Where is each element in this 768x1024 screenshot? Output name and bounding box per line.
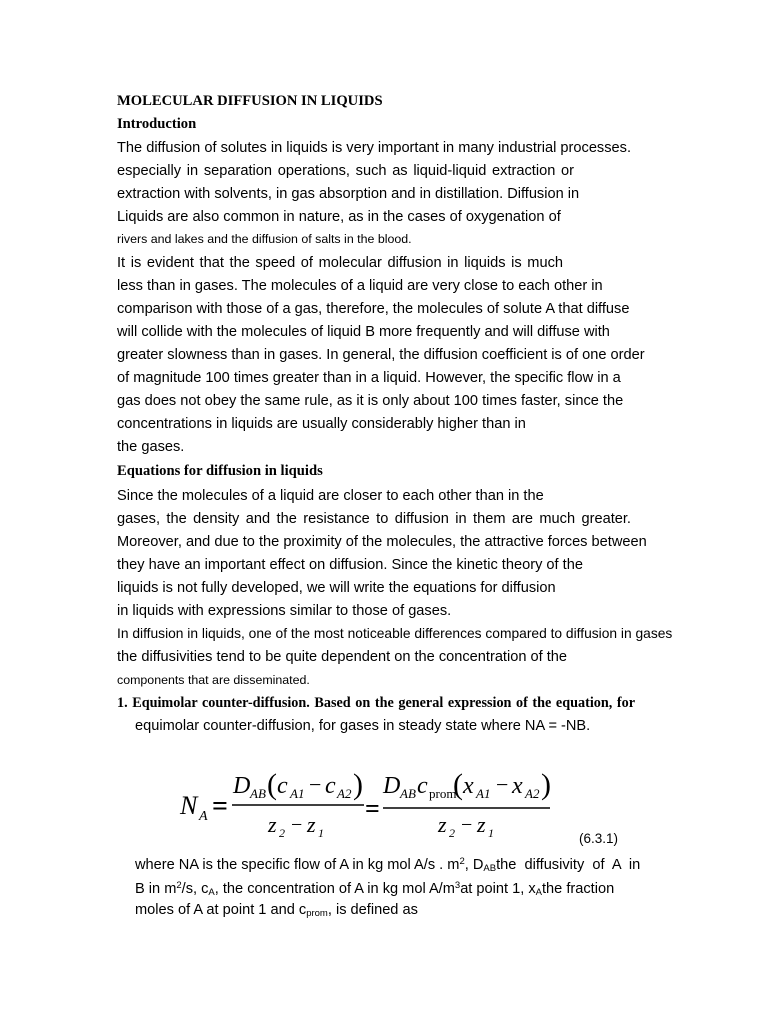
speed-line: comparison with those of a gas, therefore, the molecules of solute A that diffuse: [117, 301, 630, 317]
speed-line: the gases.: [117, 439, 185, 455]
document-title: MOLECULAR DIFFUSION IN LIQUIDS: [117, 93, 383, 109]
intro-line: rivers and lakes and the diffusion of salts in the blood.: [117, 232, 412, 246]
eq-frac1-paren-open: (: [267, 768, 277, 801]
eq-frac2-den-z1: z: [477, 812, 486, 837]
eq-frac2-c-sub: prom: [429, 786, 457, 801]
where-3-a: moles of A at point 1 and c: [135, 902, 307, 918]
diffusivity-line: In diffusion in liquids, one of the most noticeable differences compared to diffusion in gases: [117, 626, 673, 641]
speed-line: It is evident that the speed of molecular diffusion in liquids is much: [117, 255, 563, 271]
eq-equals-2: =: [365, 794, 380, 823]
where-3-b: , is defined as: [327, 902, 418, 918]
where-1-b: , D: [464, 857, 484, 873]
equation-6-3-1: [170, 766, 570, 846]
where-line-1: [135, 853, 640, 878]
eq-frac2-c: c: [417, 773, 428, 799]
where-2-a-sup: 2: [176, 880, 182, 891]
eq-frac1-c2-sub: A2: [337, 786, 352, 801]
eq-equals-1: =: [212, 791, 228, 822]
eq-frac1-den-z1: z: [307, 812, 316, 837]
eq-frac1-c1: c: [277, 773, 288, 799]
where-2-d-sub: A: [535, 887, 542, 898]
equations-heading: Equations for diffusion in liquids: [117, 463, 323, 479]
eq-frac1-paren-close: ): [353, 768, 363, 801]
eq-frac2-d: D: [383, 773, 401, 799]
eq-frac2-den-z2: z: [438, 812, 447, 837]
equations-line: Since the molecules of a liquid are closer to each other than in the: [117, 488, 544, 504]
where-1-a-sup: 2: [459, 856, 465, 867]
equations-line: in liquids with expressions similar to those of gases.: [117, 603, 452, 619]
eq-frac1-d: D: [233, 773, 251, 799]
where-line-3: [135, 901, 418, 923]
where-2-b: /s, c: [181, 881, 209, 897]
eq-frac1-den-minus: −: [291, 814, 303, 836]
eq-frac2-minus: −: [496, 772, 509, 797]
equation-number: (6.3.1): [579, 831, 619, 846]
where-2-c-sup: 3: [454, 880, 461, 891]
speed-line: greater slowness than in gases. In general, the diffusion coefficient is of one order: [117, 347, 645, 363]
eq-frac2-den-z1-sub: 1: [488, 826, 494, 840]
intro-line: The diffusion of solutes in liquids is very important in many industrial processes.: [117, 140, 631, 156]
eq-frac1-c2: c: [325, 773, 336, 799]
speed-line: of magnitude 100 times greater than in a liquid. However, the specific flow in a: [117, 370, 621, 386]
item-1-line: equimolar counter-diffusion, for gases in steady state where NA = -NB.: [135, 718, 591, 734]
eq-frac2-den-z2-sub: 2: [449, 826, 455, 840]
diffusivity-line: components that are disseminated.: [117, 673, 310, 687]
eq-frac1-den-z2: z: [268, 812, 277, 837]
eq-frac2-x2: x: [512, 773, 523, 799]
eq-frac2-den-minus: −: [461, 814, 473, 836]
equations-line: gases, the density and the resistance to diffusion in them are much greater.: [117, 511, 631, 527]
eq-frac2-d-sub: AB: [400, 786, 416, 801]
eq-lhs-sub: A: [199, 809, 208, 824]
eq-frac2-x1: x: [463, 773, 474, 799]
eq-frac1-c1-sub: A1: [290, 786, 305, 801]
equations-line: they have an important effect on diffusion. Since the kinetic theory of the: [117, 557, 583, 573]
eq-frac1-d-sub: AB: [250, 786, 266, 801]
eq-lhs: N: [180, 791, 198, 820]
eq-frac2-x2-sub: A2: [525, 786, 540, 801]
equations-line: liquids is not fully developed, we will write the equations for diffusion: [117, 580, 556, 596]
where-1-a: where NA is the specific flow of A in kg mol A/s . m: [135, 857, 460, 873]
intro-line: especially in separation operations, such as liquid-liquid extraction or: [117, 163, 574, 179]
speed-line: will collide with the molecules of liquid B more frequently and will diffuse with: [117, 324, 610, 340]
where-2-c: , the concentration of A in kg mol A/m: [214, 881, 455, 897]
where-2-e: the fraction: [541, 881, 615, 897]
eq-frac1-den-z1-sub: 1: [318, 826, 324, 840]
where-line-2: [135, 877, 614, 902]
where-2-a: B in m: [135, 881, 177, 897]
equations-line: Moreover, and due to the proximity of the molecules, the attractive forces between: [117, 534, 647, 550]
where-2-d: at point 1, x: [460, 881, 536, 897]
speed-line: concentrations in liquids are usually considerably higher than in: [117, 416, 526, 432]
eq-frac1-den-z2-sub: 2: [279, 826, 285, 840]
where-1-c: the diffusivity of A in: [496, 857, 641, 873]
eq-frac2-paren-open: (: [453, 768, 463, 801]
intro-line: Liquids are also common in nature, as in the cases of oxygenation of: [117, 209, 561, 225]
speed-line: less than in gases. The molecules of a liquid are very close to each other in: [117, 278, 603, 294]
eq-frac2-x1-sub: A1: [476, 786, 491, 801]
where-3-a-sub: prom: [306, 908, 328, 919]
eq-frac1-minus: −: [309, 772, 322, 797]
where-1-b-sub: AB: [483, 863, 497, 874]
introduction-heading: Introduction: [117, 116, 197, 132]
intro-line: extraction with solvents, in gas absorption and in distillation. Diffusion in: [117, 186, 580, 202]
item-1-heading: 1. Equimolar counter-diffusion. Based on the general expression of the equation, for: [117, 695, 635, 711]
eq-frac2-paren-close: ): [541, 768, 551, 801]
where-2-b-sub: A: [208, 887, 215, 898]
diffusivity-line: the diffusivities tend to be quite dependent on the concentration of the: [117, 649, 568, 665]
speed-line: gas does not obey the same rule, as it is only about 100 times faster, since the: [117, 393, 624, 409]
